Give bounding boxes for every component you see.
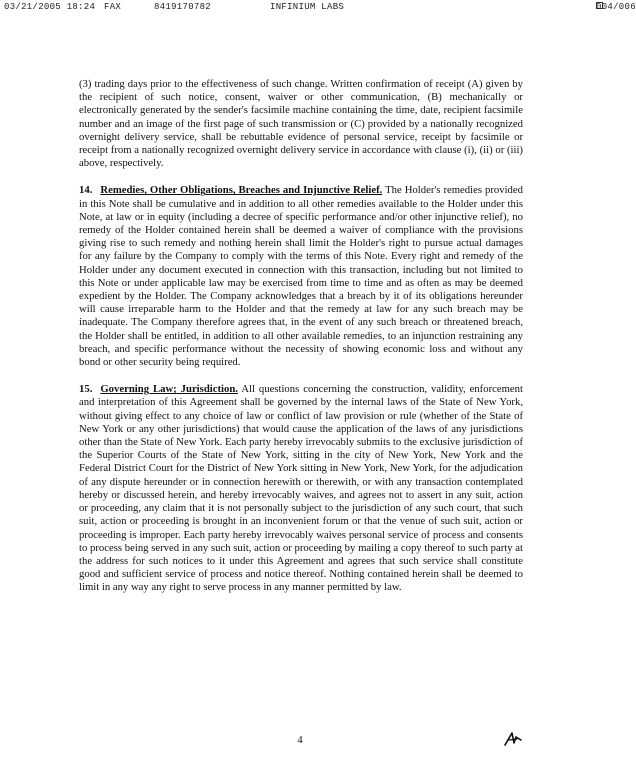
handwritten-initials-icon (503, 731, 523, 747)
intro-paragraph: (3) trading days prior to the effectiveness of such change. Written confirmation of receipt (A) given by the recipient of such notice, consent, waiver or other communication, (B) mechanically or electronically generated by the sender's facsimile machine containing the time, date, recipient facsimile number and an image of the first page of such transmission or (C) provided by a nationally recognized overnight delivery service, shall be rebuttable evidence of personal service, receipt by facsimile or receipt from a nationally recognized overnight delivery service in accordance with clause (i), (ii) or (iii) above, respectively. (79, 78, 523, 170)
fax-label: FAX (104, 2, 122, 12)
section-15-heading: Governing Law; Jurisdiction. (100, 383, 238, 396)
fax-page-count: 004/006 (596, 2, 636, 12)
document-body (79, 78, 523, 609)
section-15-number: 15. (79, 383, 93, 396)
section-14-number: 14. (79, 184, 93, 197)
section-15-paragraph (79, 383, 523, 594)
fax-sender: INFINIUM LABS (270, 2, 345, 12)
page-number: 4 (297, 735, 303, 746)
fax-number: 8419170782 (154, 2, 212, 12)
section-14-body: The Holder's remedies provided in this Note shall be cumulative and in addition to all other remedies available to the Holder under this Note, at law or in equity (including a decree of specific performance and/or other injunctive relief), no remedy of the Holder contained herein shall be deemed a waiver of compliance with the provisions giving rise to such remedy and nothing herein shall limit the Holder's right to pursue actual damages for any failure by the Company to comply with the terms of this Note. Every right and remedy of the Holder under any document executed in connection with this transaction, including but not limited to this Note or under applicable law may be exercised from time to time and as often as may be deemed expedient by the Holder. The Company acknowledges that a breach by it of its obligations hereunder will cause irreparable harm to the Holder and that the remedy at law for any such breach may be inadequate. The Company therefore agrees that, in the event of any such breach or threatened breach, the Holder shall be entitled, in addition to all other available remedies, to an injunction restraining any breach, and specific performance without the necessity of showing economic loss and without any bond or other security being required. (79, 184, 523, 369)
section-15-body: All questions concerning the construction, validity, enforcement and interpretation of this Agreement shall be governed by the internal laws of the State of New York, without giving effect to any choice of law or conflict of law provision or rule (whether of the State of New York or any other jurisdictions) that would cause the application of the laws of any jurisdictions other than the State of New York. Each party hereby irrevocably submits to the exclusive jurisdiction of the Superior Courts of the State of New York, sitting in the city of New York, New York and the Federal District Court for the District of New York sitting in New York, New York, for the adjudication of any dispute hereunder or in connection herewith or therewith, or with any transaction contemplated hereby or discussed herein, and hereby irrevocably waives, and agrees not to assert in any suit, action or proceeding, any claim that it is not personally subject to the jurisdiction of any such court, that such suit, action or proceeding is brought in an inconvenient forum or that the venue of such suit, action or proceeding is improper. Each party hereby irrevocably waives personal service of process and consents to process being served in any such suit, action or proceeding by mailing a copy thereof to such party at the address for such notices to it under this Agreement and agrees that such service shall constitute good and sufficient service of process and notice thereof. Nothing contained herein shall be deemed to limit in any way any right to serve process in any manner permitted by law. (79, 383, 523, 594)
fax-date-time: 03/21/2005 18:24 (4, 2, 96, 12)
section-14-heading: Remedies, Other Obligations, Breaches and Injunctive Relief. (100, 184, 383, 197)
fax-header (4, 2, 636, 14)
section-14-paragraph (79, 184, 523, 369)
